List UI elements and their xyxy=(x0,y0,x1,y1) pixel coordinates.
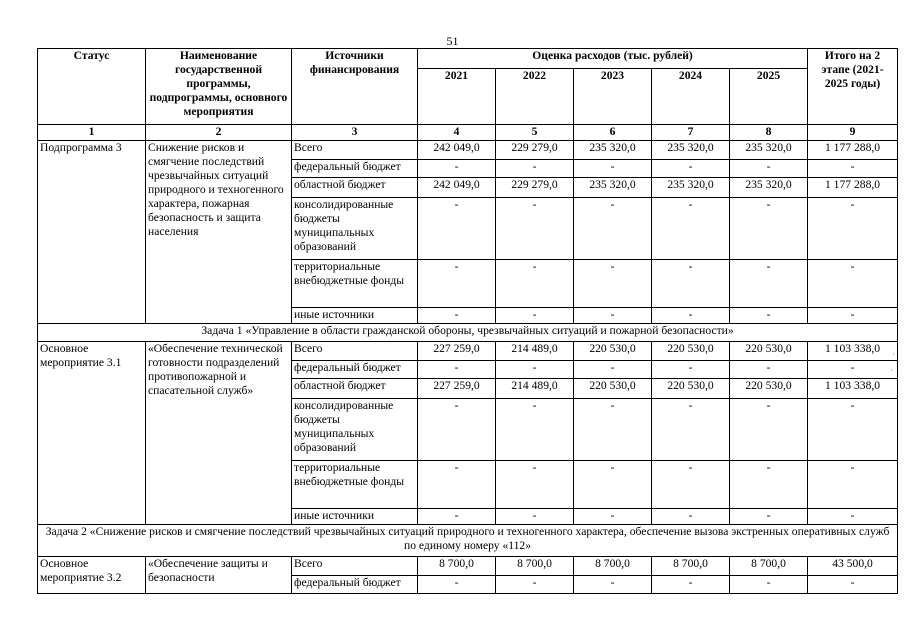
empty-value: - xyxy=(496,461,574,509)
amount-cell: 214 489,0 xyxy=(496,379,574,399)
amount-cell: 8 700,0 xyxy=(418,557,496,576)
empty-value: - xyxy=(730,361,808,379)
row-status: Подпрограмма 3 xyxy=(38,141,146,324)
column-index: 8 xyxy=(730,125,808,141)
source-all: Всего xyxy=(292,557,418,576)
amount-cell: 227 259,0 xyxy=(418,342,496,361)
source-all: Всего xyxy=(292,141,418,160)
row-name: «Обеспечение защиты и безопасности xyxy=(146,557,292,594)
empty-value: - xyxy=(808,308,898,324)
scan-mark: · xyxy=(892,350,895,359)
empty-value: - xyxy=(418,399,496,461)
empty-value: - xyxy=(808,461,898,509)
amount-cell: 235 320,0 xyxy=(574,141,652,160)
empty-value: - xyxy=(496,308,574,324)
empty-value: - xyxy=(496,361,574,379)
empty-value: - xyxy=(496,260,574,308)
source-consolidated: консолидированные бюджеты муниципальных образований xyxy=(292,399,418,461)
empty-value: - xyxy=(808,576,898,594)
source-other: иные источники xyxy=(292,308,418,324)
source-regional: областной бюджет xyxy=(292,379,418,399)
amount-cell: 8 700,0 xyxy=(730,557,808,576)
empty-value: - xyxy=(730,160,808,178)
empty-value: - xyxy=(808,198,898,260)
empty-value: - xyxy=(496,198,574,260)
empty-value: - xyxy=(574,399,652,461)
empty-value: - xyxy=(574,198,652,260)
empty-value: - xyxy=(730,198,808,260)
amount-cell: 235 320,0 xyxy=(574,178,652,198)
empty-value: - xyxy=(574,260,652,308)
header-year: 2021 xyxy=(418,69,496,125)
source-territorial: территориальные внебюджетные фонды xyxy=(292,260,418,308)
task-row: Задача 1 «Управление в области гражданской обороны, чрезвычайных ситуаций и пожарной безопасности» xyxy=(38,324,898,342)
source-other: иные источники xyxy=(292,509,418,525)
amount-cell: 220 530,0 xyxy=(652,379,730,399)
empty-value: - xyxy=(730,576,808,594)
page-number: 51 xyxy=(446,34,459,48)
empty-value: - xyxy=(652,461,730,509)
empty-value: - xyxy=(574,160,652,178)
empty-value: - xyxy=(808,509,898,525)
empty-value: - xyxy=(808,361,898,379)
expenditure-table xyxy=(37,48,898,594)
empty-value: - xyxy=(418,576,496,594)
task-row: Задача 2 «Снижение рисков и смягчение последствий чрезвычайных ситуаций природного и техногенного характера, обеспечение вызова экстренных оперативных служб по единому номеру «112» xyxy=(38,525,898,557)
header-year: 2024 xyxy=(652,69,730,125)
empty-value: - xyxy=(574,576,652,594)
empty-value: - xyxy=(730,260,808,308)
empty-value: - xyxy=(418,308,496,324)
empty-value: - xyxy=(418,260,496,308)
row-status: Основное мероприятие 3.1 xyxy=(38,342,146,525)
empty-value: - xyxy=(730,399,808,461)
source-all: Всего xyxy=(292,342,418,361)
source-federal: федеральный бюджет xyxy=(292,361,418,379)
total-cell: 1 103 338,0 xyxy=(808,379,898,399)
row-status: Основное мероприятие 3.2 xyxy=(38,557,146,594)
empty-value: - xyxy=(730,308,808,324)
empty-value: - xyxy=(652,399,730,461)
empty-value: - xyxy=(418,461,496,509)
column-index: 3 xyxy=(292,125,418,141)
column-index: 5 xyxy=(496,125,574,141)
empty-value: - xyxy=(418,198,496,260)
empty-value: - xyxy=(652,361,730,379)
amount-cell: 229 279,0 xyxy=(496,141,574,160)
amount-cell: 220 530,0 xyxy=(574,342,652,361)
empty-value: - xyxy=(574,308,652,324)
amount-cell: 220 530,0 xyxy=(730,379,808,399)
source-federal: федеральный бюджет xyxy=(292,576,418,594)
empty-value: - xyxy=(496,576,574,594)
amount-cell: 242 049,0 xyxy=(418,141,496,160)
header-sources: Источники финансирования xyxy=(292,49,418,125)
row-name: «Обеспечение технической готовности подразделений противопожарной и спасательной служб» xyxy=(146,342,292,525)
column-index: 2 xyxy=(146,125,292,141)
amount-cell: 220 530,0 xyxy=(730,342,808,361)
empty-value: - xyxy=(418,160,496,178)
empty-value: - xyxy=(808,260,898,308)
empty-value: - xyxy=(652,160,730,178)
column-index: 4 xyxy=(418,125,496,141)
amount-cell: 8 700,0 xyxy=(574,557,652,576)
empty-value: - xyxy=(418,509,496,525)
amount-cell: 235 320,0 xyxy=(730,141,808,160)
empty-value: - xyxy=(574,461,652,509)
column-index: 9 xyxy=(808,125,898,141)
amount-cell: 229 279,0 xyxy=(496,178,574,198)
total-cell: 1 177 288,0 xyxy=(808,178,898,198)
empty-value: - xyxy=(652,260,730,308)
empty-value: - xyxy=(496,399,574,461)
column-index: 6 xyxy=(574,125,652,141)
total-cell: 1 177 288,0 xyxy=(808,141,898,160)
row-name: Снижение рисков и смягчение последствий чрезвычайных ситуаций природного и техногенного характера, пожарная безопасность и защита населения xyxy=(146,141,292,324)
empty-value: - xyxy=(808,160,898,178)
amount-cell: 220 530,0 xyxy=(574,379,652,399)
empty-value: - xyxy=(496,509,574,525)
header-status: Статус xyxy=(38,49,146,125)
empty-value: - xyxy=(496,160,574,178)
empty-value: - xyxy=(652,576,730,594)
header-estimate: Оценка расходов (тыс. рублей) xyxy=(418,49,808,69)
column-index: 7 xyxy=(652,125,730,141)
source-federal: федеральный бюджет xyxy=(292,160,418,178)
empty-value: - xyxy=(418,361,496,379)
source-territorial: территориальные внебюджетные фонды xyxy=(292,461,418,509)
empty-value: - xyxy=(574,509,652,525)
amount-cell: 220 530,0 xyxy=(652,342,730,361)
amount-cell: 235 320,0 xyxy=(652,141,730,160)
header-year: 2023 xyxy=(574,69,652,125)
empty-value: - xyxy=(652,509,730,525)
header-name: Наименование государственной программы, подпрограммы, основного мероприятия xyxy=(146,49,292,125)
empty-value: - xyxy=(652,198,730,260)
column-index: 1 xyxy=(38,125,146,141)
empty-value: - xyxy=(574,361,652,379)
header-year: 2025 xyxy=(730,69,808,125)
empty-value: - xyxy=(808,399,898,461)
amount-cell: 235 320,0 xyxy=(652,178,730,198)
source-regional: областной бюджет xyxy=(292,178,418,198)
total-cell: 1 103 338,0 xyxy=(808,342,898,361)
scan-mark: · xyxy=(890,366,893,375)
empty-value: - xyxy=(730,461,808,509)
empty-value: - xyxy=(652,308,730,324)
header-total: Итого на 2 этапе (2021-2025 годы) xyxy=(808,49,898,125)
header-year: 2022 xyxy=(496,69,574,125)
amount-cell: 242 049,0 xyxy=(418,178,496,198)
empty-value: - xyxy=(730,509,808,525)
amount-cell: 235 320,0 xyxy=(730,178,808,198)
amount-cell: 8 700,0 xyxy=(496,557,574,576)
amount-cell: 214 489,0 xyxy=(496,342,574,361)
amount-cell: 227 259,0 xyxy=(418,379,496,399)
amount-cell: 8 700,0 xyxy=(652,557,730,576)
total-cell: 43 500,0 xyxy=(808,557,898,576)
source-consolidated: консолидированные бюджеты муниципальных образований xyxy=(292,198,418,260)
